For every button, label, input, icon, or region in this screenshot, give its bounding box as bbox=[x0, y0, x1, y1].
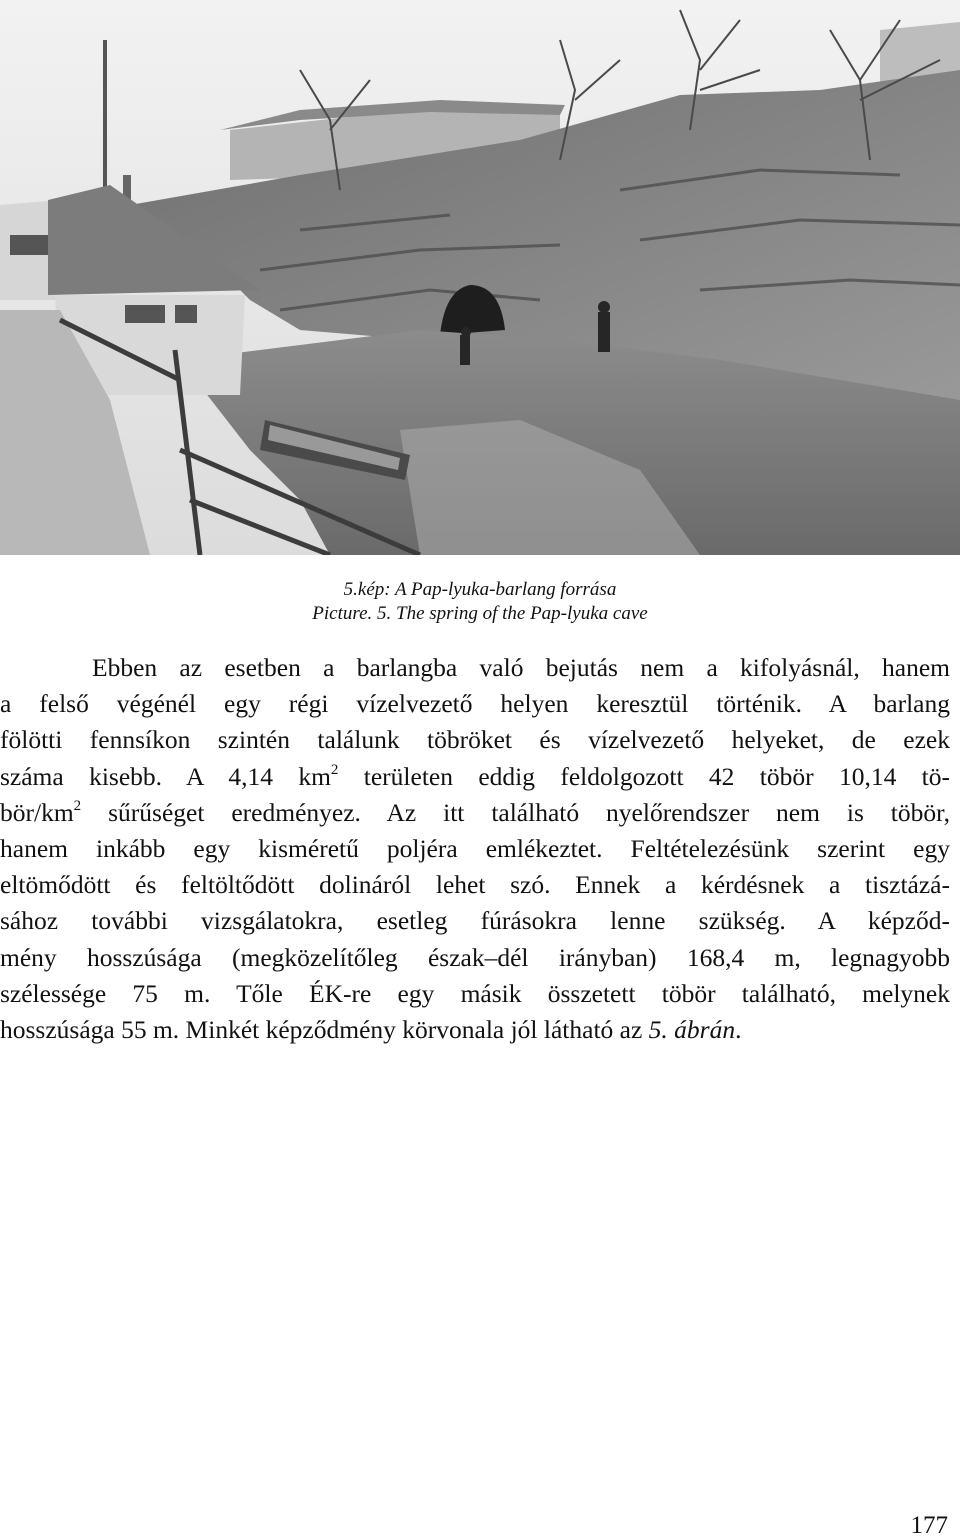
figure-caption-english: Picture. 5. The spring of the Pap-lyuka cave bbox=[312, 603, 648, 624]
text-line: Ebben az esetben a barlangba való bejutás nem a kifolyásnál, hanem bbox=[92, 653, 950, 682]
text-line: eltömődött és feltöltődött dolináról lehet szó. Ennek a kérdésnek a tisztázá- bbox=[0, 870, 950, 900]
text-line bbox=[0, 795, 950, 831]
text-fragment: sűrűséget eredményez. Az itt található nyelőrendszer nem is töbör, bbox=[81, 797, 950, 827]
text-fragment: A 4,14 km bbox=[185, 761, 331, 791]
text-fragment: száma kisebb. bbox=[0, 761, 163, 791]
cave-spring-photo-drawing bbox=[0, 0, 960, 555]
text-fragment: bör/km bbox=[0, 797, 74, 827]
text-line: sához további vizsgálatokra, esetleg fúrásokra lenne szükség. A képződ- bbox=[0, 906, 950, 936]
text-line bbox=[0, 1012, 950, 1048]
figure-caption-hungarian: 5.kép: A Pap-lyuka-barlang forrása bbox=[343, 579, 617, 600]
text-fragment: területen eddig feldolgozott 42 töbör 10,14 tö- bbox=[338, 761, 951, 791]
text-line: szélessége 75 m. Tőle ÉK-re egy másik összetett töbör található, melynek bbox=[0, 978, 950, 1008]
text-line bbox=[0, 759, 950, 795]
page-number: 177 bbox=[910, 1512, 948, 1539]
text-line: fölötti fennsíkon szintén találunk töbröket és vízelvezető helyeket, de ezek bbox=[0, 725, 950, 755]
body-paragraph bbox=[0, 650, 950, 1048]
text-line: a felső végénél egy régi vízelvezető helyen keresztül történik. A barlang bbox=[0, 689, 950, 719]
cave-spring-photo bbox=[0, 0, 960, 555]
text-fragment: hosszúsága 55 m. Minkét képződmény körvonala jól látható az bbox=[0, 1014, 649, 1044]
text-line: hanem inkább egy kisméretű poljéra emlékeztet. Feltételezésünk szerint egy bbox=[0, 833, 950, 863]
superscript: 2 bbox=[73, 797, 82, 814]
text-fragment: . bbox=[735, 1014, 742, 1044]
figure-reference: 5. ábrán bbox=[648, 1014, 736, 1044]
superscript: 2 bbox=[330, 761, 339, 778]
text-line: mény hosszúsága (megközelítőleg észak–dél irányban) 168,4 m, legnagyobb bbox=[0, 942, 950, 972]
